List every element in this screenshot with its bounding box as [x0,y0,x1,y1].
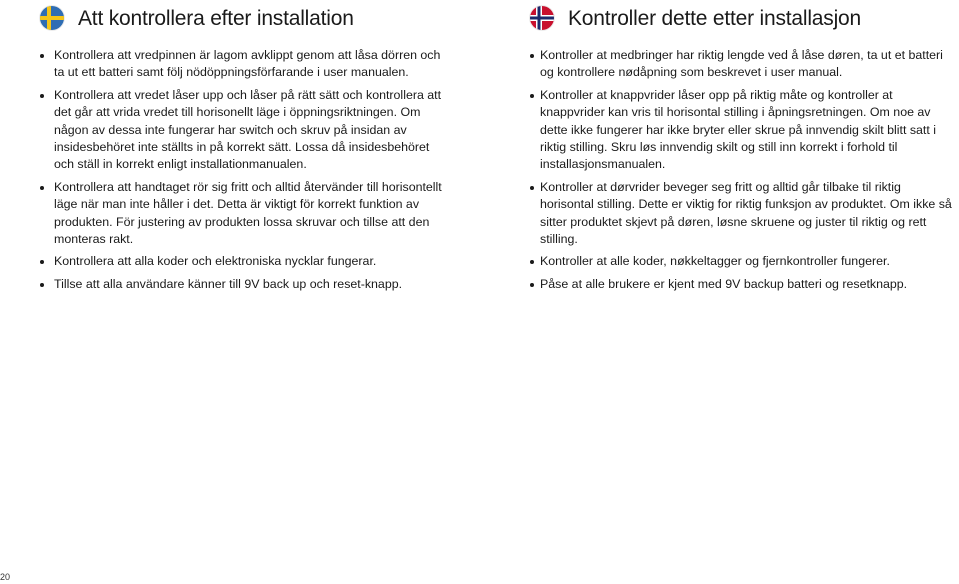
swedish-flag-icon [40,6,64,30]
swedish-checklist [40,47,452,298]
list-item: Kontrollera att alla koder och elektroniska nycklar fungerar. [40,253,452,270]
list-item: Kontroller at dørvrider beveger seg fritt og alltid går tilbake til riktig horisontal stilling. Dette er viktig for riktig funksjon av produktet. Om ikke så sitter produktet skjevt på døren, løsne skruene og juster til riktig og rett stilling. [530,179,958,249]
page-number: 20 [0,572,11,582]
list-item: Tillse att alla användare känner till 9V back up och reset-knapp. [40,276,452,293]
norwegian-heading-row [530,3,861,33]
list-item: Kontrollera att vredpinnen är lagom avklippt genom att låsa dörren och ta ut ett batteri samt följ nödöppningsförfarande i user manualen. [40,47,452,82]
norwegian-flag-icon [530,6,554,30]
norwegian-checklist [530,47,958,298]
list-item: Kontroller at alle koder, nøkkeltagger og fjernkontroller fungerer. [530,253,958,270]
list-item: Kontroller at medbringer har riktig lengde ved å låse døren, ta ut et batteri og kontrollere nødåpning som beskrevet i user manual. [530,47,958,82]
swedish-title: Att kontrollera efter installation [78,6,354,30]
swedish-heading-row [40,3,354,33]
list-item: Kontrollera att vredet låser upp och låser på rätt sätt och kontrollera att det går att vrida vredet till horisonellt läge i öppningsriktningen. Om någon av dessa inte fungerar har switch och skruv på insidan av insidesbehöret inte ställts in på korrekt sätt. Lossa då insidesbehöret och ställ in korrekt enligt installationmanualen. [40,87,452,174]
list-item: Kontroller at knappvrider låser opp på riktig måte og kontroller at knappvrider kan vris til horisontal stilling i åpningsretningen. Om noe av dette ikke fungerer har ikke bryter eller skrue på innvendig skilt blitt satt i riktig stilling. Skru løs innvendig skilt og still inn korrekt i forhold til installasjonsmanualen. [530,87,958,174]
list-item: Påse at alle brukere er kjent med 9V backup batteri og resetknapp. [530,276,958,293]
norwegian-title: Kontroller dette etter installasjon [568,6,861,30]
list-item: Kontrollera att handtaget rör sig fritt och alltid återvänder till horisontellt läge när man inte håller i det. Detta är viktigt för korrekt funktion av produkten. För justering av produkten lossa skruvar och tillse att den monteras rakt. [40,179,452,249]
